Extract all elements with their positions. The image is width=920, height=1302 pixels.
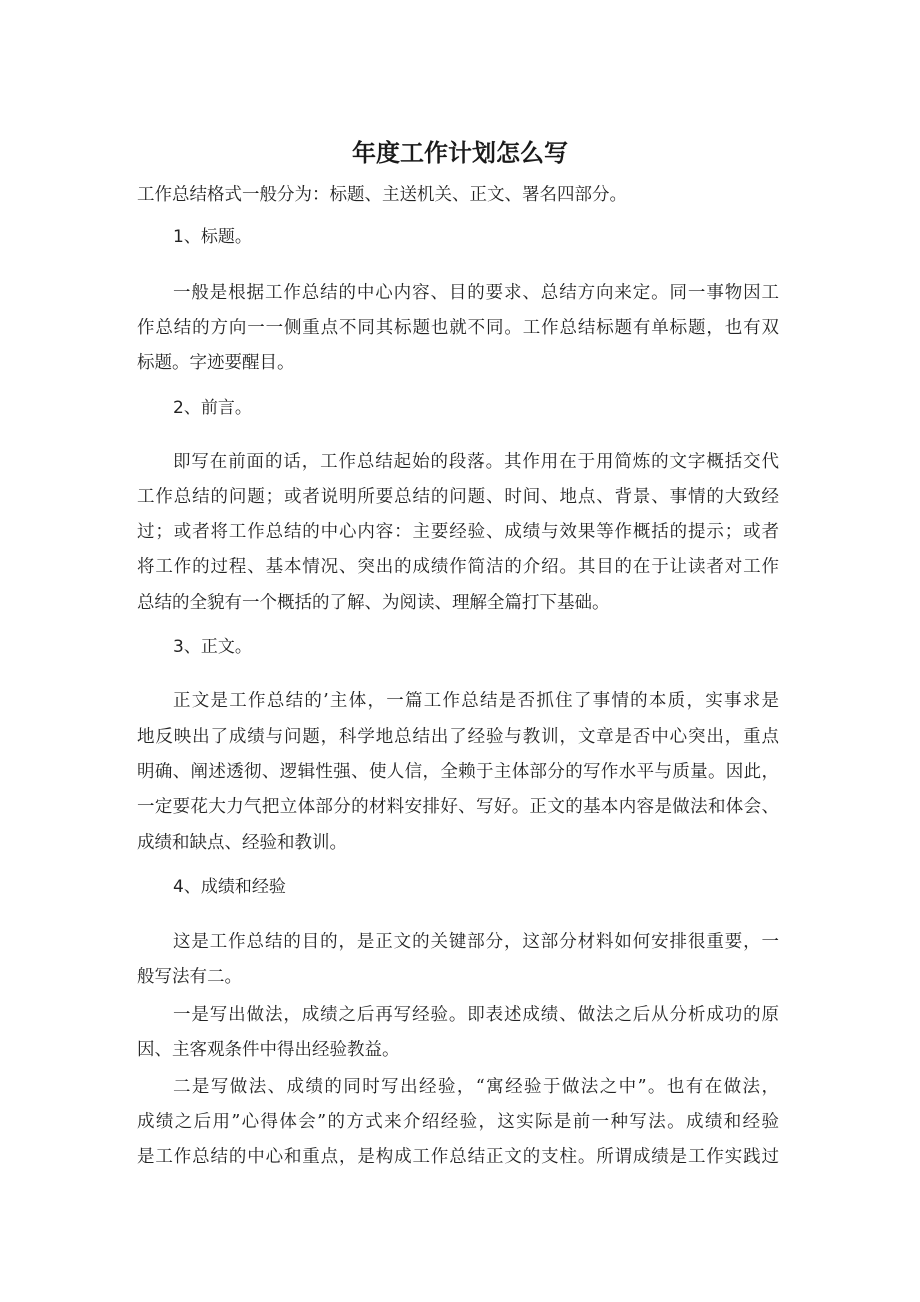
paragraph-line: 明确、阐述透彻、逻辑性强、使人信，全赖于主体部分的写作水平与质量。因此，	[137, 762, 779, 782]
paragraph-line: 一般是根据工作总结的中心内容、目的要求、总结方向来定。同一事物因工	[173, 283, 779, 303]
paragraph-line: 过；或者将工作总结的中心内容：主要经验、成绩与效果等作概括的提示；或者	[137, 522, 779, 542]
paragraph-line: 是工作总结的中心和重点，是构成工作总结正文的支柱。所谓成绩是工作实践过	[137, 1147, 779, 1167]
paragraph-line: 将工作的过程、基本情况、突出的成绩作简洁的介绍。其目的在于让读者对工作	[137, 557, 779, 577]
paragraph-line: 成绩和缺点、经验和教训。	[137, 833, 347, 853]
paragraph-line: 成绩之后用”心得体会”的方式来介绍经验，这实际是前一种写法。成绩和经验	[137, 1112, 779, 1132]
paragraph-line: 标题。字迹要醒目。	[137, 353, 295, 373]
paragraph-line: 这是工作总结的目的，是正文的关键部分，这部分材料如何安排很重要，一	[173, 932, 779, 952]
paragraph-line: 总结的全貌有一个概括的了解、为阅读、理解全篇打下基础。	[137, 593, 610, 613]
paragraph-line: 一是写出做法，成绩之后再写经验。即表述成绩、做法之后从分析成功的原	[173, 1005, 779, 1025]
paragraph-line: 般写法有二。	[137, 967, 242, 987]
section-heading-body: 3、正文。	[173, 637, 252, 657]
paragraph-line: 因、主客观条件中得出经验教益。	[137, 1040, 400, 1060]
paragraph-line: 工作总结的问题；或者说明所要总结的问题、时间、地点、背景、事情的大致经	[137, 487, 779, 507]
paragraph-line: 正文是工作总结的’主体，一篇工作总结是否抓住了事情的本质，实事求是	[173, 691, 779, 711]
intro-text: 工作总结格式一般分为：标题、主送机关、正文、署名四部分。	[137, 185, 627, 205]
section-heading-title: 1、标题。	[173, 227, 252, 247]
section-heading-preface: 2、前言。	[173, 398, 252, 418]
section-heading-results: 4、成绩和经验	[173, 877, 286, 897]
page-title: 年度工作计划怎么写	[352, 139, 568, 167]
paragraph-line: 二是写做法、成绩的同时写出经验，“寓经验于做法之中”。也有在做法，	[173, 1077, 779, 1097]
paragraph-line: 一定要花大力气把立体部分的材料安排好、写好。正文的基本内容是做法和体会、	[137, 797, 779, 817]
paragraph-line: 即写在前面的话，工作总结起始的段落。其作用在于用简炼的文字概括交代	[173, 452, 779, 472]
paragraph-line: 地反映出了成绩与问题，科学地总结出了经验与教训，文章是否中心突出，重点	[137, 727, 779, 747]
paragraph-line: 作总结的方向一一侧重点不同其标题也就不同。工作总结标题有单标题，也有双	[137, 318, 779, 338]
